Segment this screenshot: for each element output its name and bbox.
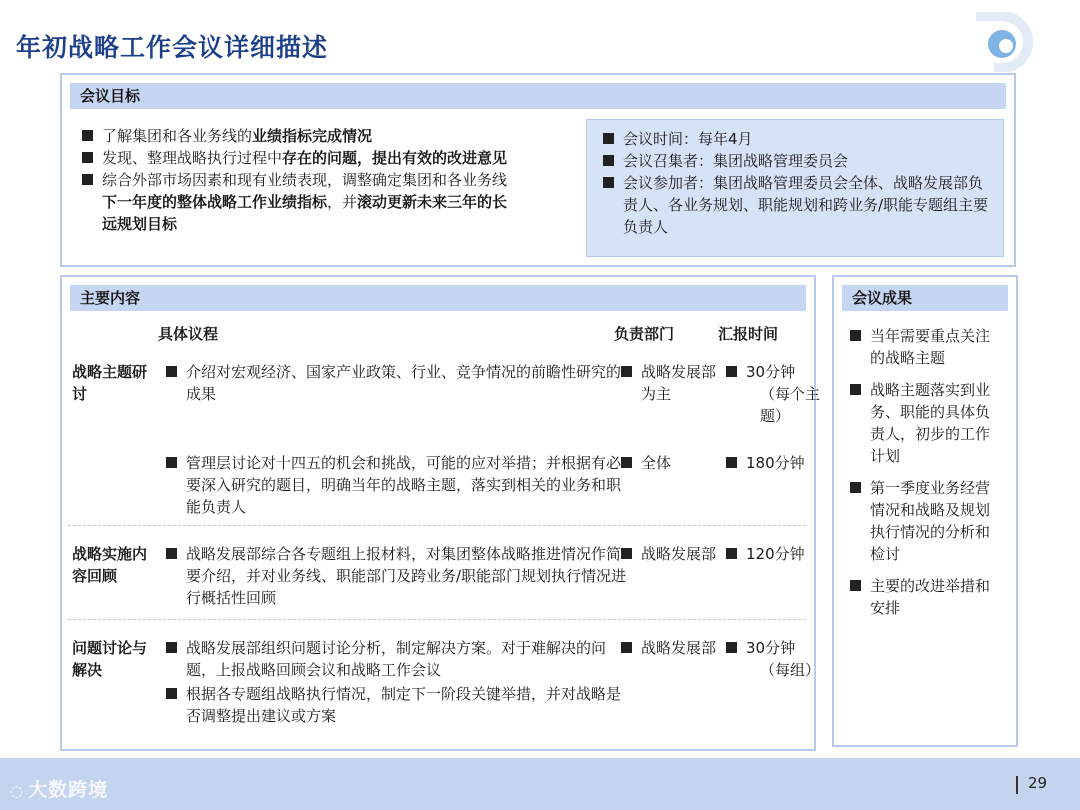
goal-text: ，并 (327, 193, 358, 211)
agenda-time-value: 180分钟 (746, 454, 805, 472)
meeting-time: 会议时间：每年4月 (601, 128, 993, 150)
goal-item (80, 125, 520, 147)
agenda-desc: 介绍对宏观经济、国家产业政策、行业、竞争情况的前瞻性研究的成果 (164, 361, 631, 405)
agenda-desc: 战略发展部组织问题讨论分析，制定解决方案。对于难解决的问题，上报战略回顾会议和战略工作会议 (164, 637, 631, 681)
agenda-dept: 战略发展部为主 (619, 361, 727, 405)
footer-bar (0, 758, 1080, 810)
goal-text: 综合外部市场因素和现有业绩表现，调整确定集团和各业务线 (102, 171, 508, 189)
goal-emphasis-text: 滚动更新未来三年的长远规划目标 (102, 193, 508, 233)
agenda-dept: 全体 (619, 452, 727, 474)
result-item: 第一季度业务经营情况和战略及规划执行情况的分析和检讨 (848, 477, 1004, 565)
result-list (848, 325, 1004, 629)
meeting-result-panel (832, 275, 1018, 747)
main-content-panel (60, 275, 821, 751)
agenda-time (724, 452, 830, 474)
agenda-topic: 战略主题研讨 (72, 363, 148, 403)
agenda-topic: 问题讨论与解决 (72, 639, 148, 679)
column-header-dept: 负责部门 (614, 325, 675, 343)
page-number: 29 (1028, 774, 1048, 792)
goal-item (80, 147, 520, 169)
agenda-dept: 战略发展部 (619, 637, 727, 659)
goal-item (80, 169, 520, 235)
result-item: 战略主题落实到业务、职能的具体负责人，初步的工作计划 (848, 379, 1004, 467)
agenda-desc: 根据各专题组战略执行情况，制定下一阶段关键举措，并对战略是否调整提出建议或方案 (164, 683, 631, 727)
meeting-participants: 会议参加者：集团战略管理委员会全体、战略发展部负责人、各业务规划、职能规划和跨业务/职能专题组主要负责人 (601, 172, 993, 238)
meeting-result-header: 会议成果 (842, 285, 1008, 311)
main-content-header: 主要内容 (70, 285, 806, 311)
column-header-time: 汇报时间 (718, 325, 779, 343)
page-number-divider (1016, 776, 1018, 794)
agenda-desc: 管理层讨论对十四五的机会和挑战，可能的应对举措；并根据有必要深入研究的题目，明确当年的战略主题，落实到相关的业务和职能负责人 (164, 452, 631, 518)
agenda-row (68, 355, 821, 526)
meeting-goal-header: 会议目标 (70, 83, 1006, 109)
goal-list (80, 125, 520, 235)
goal-text: 了解集团和各业务线的 (102, 127, 253, 145)
goal-text: 发现、整理战略执行过程中 (102, 149, 283, 167)
column-header-agenda: 具体议程 (158, 325, 219, 343)
agenda-dept: 战略发展部 (619, 543, 727, 565)
meeting-goal-panel (60, 73, 1016, 267)
agenda-time (724, 543, 830, 565)
meeting-info-box (586, 119, 1004, 257)
agenda-time-note: （每个主题） (760, 385, 821, 425)
agenda-time-value: 30分钟 (746, 363, 796, 381)
agenda-time (724, 637, 830, 681)
goal-emphasis-text: 业绩指标完成情况 (252, 127, 373, 145)
agenda-row (68, 527, 806, 620)
agenda-desc: 战略发展部综合各专题组上报材料，对集团整体战略推进情况作简要介绍，并对业务线、职能部门及跨业务/职能部门规划执行情况进行概括性回顾 (164, 543, 631, 609)
agenda-time (724, 361, 830, 427)
footer-brand-text: 大数跨境 (28, 779, 109, 801)
goal-emphasis-text: 存在的问题，提出有效的改进意见 (282, 149, 508, 167)
goal-emphasis-text: 下一年度的整体战略工作业绩指标 (102, 193, 328, 211)
watermark-logo-icon: ◌ (10, 782, 25, 800)
result-item: 主要的改进举措和安排 (848, 575, 1004, 619)
page-title: 年初战略工作会议详细描述 (16, 33, 329, 62)
meeting-convener: 会议召集者：集团战略管理委员会 (601, 150, 993, 172)
agenda-time-note: （每组） (760, 661, 821, 679)
agenda-time-value: 30分钟 (746, 639, 796, 657)
brand-logo-icon (972, 12, 1038, 72)
agenda-topic: 战略实施内容回顾 (72, 545, 148, 585)
agenda-time-value: 120分钟 (746, 545, 805, 563)
agenda-row (68, 621, 821, 731)
footer-watermark (10, 775, 108, 802)
result-item: 当年需要重点关注的战略主题 (848, 325, 1004, 369)
